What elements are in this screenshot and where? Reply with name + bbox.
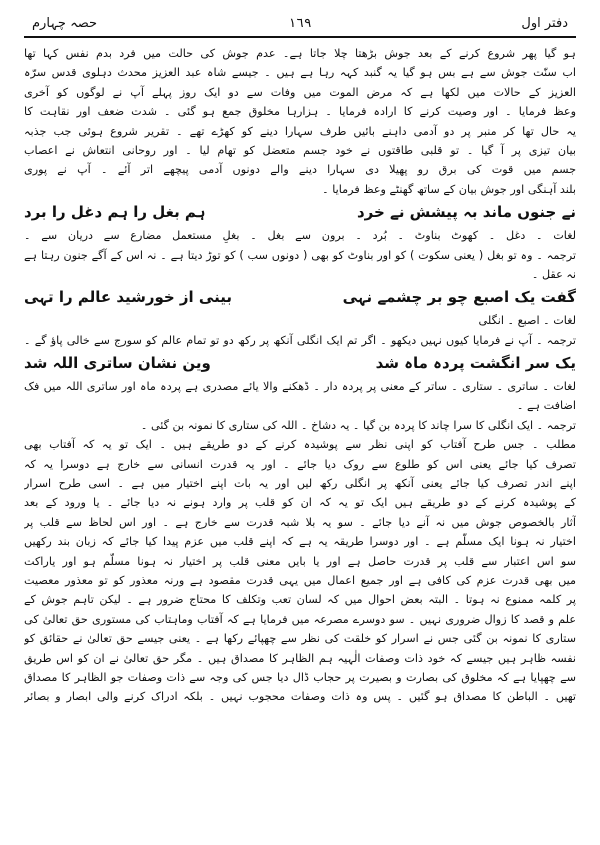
text-line: سو اس اعتبار سے قلب پر قدرت حاصل ہے اور یا بایں معنی قلب پر اختیار نہ ہونا مسلّم ہو اور یاراکت bbox=[24, 554, 576, 568]
text-line: اضافت ہے ۔ bbox=[516, 399, 576, 413]
verse-first-hemistich: گفت یک اصبع چو بر چشمے نہی bbox=[342, 288, 576, 307]
header-rule bbox=[24, 36, 576, 38]
text-line: نہ عقل ۔ bbox=[531, 267, 576, 281]
text-line: ہو گیا پھر شروع کرنے کے بعد جوش بڑھتا چلا جاتا ہے۔ عدم جوش کی حالت میں فرد بدم نفس کہا تھا bbox=[24, 47, 576, 60]
text-line: علم و قصد کا زوال ضروری نہیں ۔ سو دوسرے مصرعہ میں فرمایا ہے کہ آفتاب وماہتاب کی مستوری حق تعالیٰ کی bbox=[24, 612, 576, 626]
text-line: میں بھی قدرت عزم کی کافی ہے اور جمیع اعمال میں یہی قدرت مقصود ہے ورنہ معذور کو تو معذور معصیت bbox=[24, 573, 576, 587]
text-line: ترجمہ ۔ ایک انگلی کا سرا چاند کا پردہ بن گیا ۔ یہ دشاخ ۔ اللہ کی ستاری کا نمونہ بن گئی ۔ bbox=[140, 418, 576, 432]
verse-couplet bbox=[24, 199, 576, 226]
text-line: مطلب ۔ جس طرح آفتاب کو اپنی نظر سے پوشیدہ کرنے کے دو طریقے ہیں ۔ ایک تو یہ کہ آفتاب بھی bbox=[24, 438, 576, 452]
text-line: ستاری کا نمونہ بن گئی جس نے اسرار کو خلقت کی نظر سے چھپائے رکھا ہے ۔ یعنی جیسے حق تعالیٰ نے حقائق کو bbox=[24, 632, 576, 646]
text-line: یہ حال تھا کر منبر پر دو آدمی داہنے بائیں طرف سہارا دینے کو کھڑے تھے ۔ تقریر شروع ہوئی جب جذبہ bbox=[24, 124, 576, 138]
verse-second-hemistich: بینی از خورشید عالم را تہی bbox=[24, 288, 232, 307]
text-line: لغات ۔ ساتری ۔ ستاری ۔ ساتر کے معنی پر پردہ دار ۔ ڈھکنے والا یائے مصدری ہے پردہ ماہ اور ساتری اللہ میں فک bbox=[24, 380, 576, 394]
text-line: آثار بالخصوص جوش میں نہ آنے دیا جائے ۔ سو یہ بلا شبہ قدرت سے خارج ہے ۔ اور اس لحاظ سے قلب پر bbox=[24, 515, 576, 529]
text-line: اختیار نہ ہونا ایک مسلّم ہے ۔ اور دوسرا طریقہ یہ ہے کہ اپنے قلب میں عزم پیدا کیا جائے کہ زبان بند رکھیں bbox=[24, 535, 576, 549]
text-line: لغات ۔ دغل ۔ کھوٹ بناوٹ ۔ بُرد ۔ برون سے بغل ۔ بغلِ مستعمل مضارع سے دریان سے ۔ bbox=[24, 229, 576, 243]
text-line: اب سنّت جوش سے ہے بس ہو گیا یہ گنبد کہہ رہا ہے ہیں ۔ جیسے شاہ عبد العزیز محدث دہلوی قدس سرّہ bbox=[24, 66, 576, 80]
text-line: اپنے اندر تصرف کیا جائے یعنی آنکھ پر انگلی رکھ لیں اور یہ بات اپنے اختیار میں ہے ۔ اسی طرح اسرار bbox=[24, 477, 576, 491]
verse-first-hemistich: نے جنوں ماند بہ پیشش نے خرد bbox=[356, 203, 576, 222]
text-line: بلند آہنگی اور جوش بیان کے ساتھ گھنٹے وعظ فرمایا ۔ bbox=[322, 182, 576, 196]
text-line: جسم میں قوت کی برق رو پھیلا دی سہارا دینے والے دونوں آدمی پیچھے اتر آئے ۔ آپ نے پوری bbox=[24, 163, 576, 177]
text-line: ترجمہ ۔ آپ نے فرمایا کیوں نہیں دیکھو ۔ اگر تم ایک انگلی آنکھ پر رکھ دو تو تمام عالم کو سورج سے خالی پاؤ گے ۔ bbox=[24, 333, 576, 347]
text-line: پر کلمہ ممنوع نہ ہوتا ۔ البتہ بعض احوال میں کہ لسان تعب وتکلف کا محتاج ضرور ہے ۔ لیکن تاہم جوش کے bbox=[24, 593, 576, 607]
text-line: لغات ۔ اصبع ۔ انگلی bbox=[478, 314, 576, 328]
page-body bbox=[24, 44, 576, 707]
page-number: ١٦٩ bbox=[288, 16, 312, 31]
text-line: وعظ فرمایا ۔ اور وصیت کرنے کا ارادہ فرمایا ۔ ہزارہا مخلوق جمع ہو گئی ۔ شدت ضعف اور نقاہت کا bbox=[24, 105, 576, 119]
verse-couplet bbox=[24, 350, 576, 377]
text-line: بیان تیزی پر آ گیا ۔ تو قلبی طاقتوں نے خود جسم متعضل کو تھام لیا ۔ اور روحانی انتعاش نے اعصاب bbox=[24, 143, 576, 157]
text-line: تھیں ۔ الباطن کا مصداق ہو گئیں ۔ پس وہ ذات وصفات محجوب نہیں ۔ بلکہ ادراک کرنے والی ابصار و بصائر bbox=[24, 690, 576, 704]
verse-second-hemistich: وین نشان ساتری اللہ شد bbox=[24, 354, 211, 373]
text-line: سے چھپایا ہے کہ مخلوق کی بصارت و بصیرت پر حجاب ڈال دیا جس کی وجہ سے ذات وصفات جو الظاہر کا مصداق bbox=[24, 670, 576, 684]
text-line: العزیز کے حالات میں لکھا ہے کہ مرض الموت میں وفات سے دو ایک روز پہلے آپ نے لوگوں کو آخری bbox=[24, 85, 576, 99]
page-header bbox=[24, 12, 576, 38]
text-line: تصرف کیا جائے یعنی اس کو طلوع سے روک دیا جائے ۔ اور یہ قدرت انسانی سے خارج ہے دوسرا یہ کہ bbox=[24, 457, 576, 471]
verse-second-hemistich: ہم بغل را ہم دغل را برد bbox=[24, 203, 206, 222]
header-section-title: دفتر اول bbox=[521, 16, 568, 31]
verse-first-hemistich: یک سر انگشت پردہ ماہ شد bbox=[375, 354, 576, 373]
text-line: نفسہ ظاہر ہیں جیسے کہ خود ذات وصفات الٰہیہ ہم الظاہر کا مصداق ہیں ۔ مگر حق تعالیٰ نے ان کو اس طریق bbox=[24, 651, 576, 665]
verse-couplet bbox=[24, 284, 576, 311]
header-part-title: حصہ چہارم bbox=[32, 16, 97, 31]
text-line: کے پوشیدہ کرنے کے دو طریقے ہیں ایک تو یہ کہ ان کو قلب پر وارد ہونے نہ دیا جائے ۔ یا ورود کے بعد bbox=[24, 496, 576, 510]
document-page bbox=[24, 12, 576, 838]
text-line: ترجمہ ۔ وہ تو بغل ( یعنی سکوت ) کو اور بناوٹ کو بھی ( دونوں سب ) کو توڑ دیتا ہے ۔ نہ اس کے آگے جنون رہتا ہے bbox=[24, 248, 576, 262]
